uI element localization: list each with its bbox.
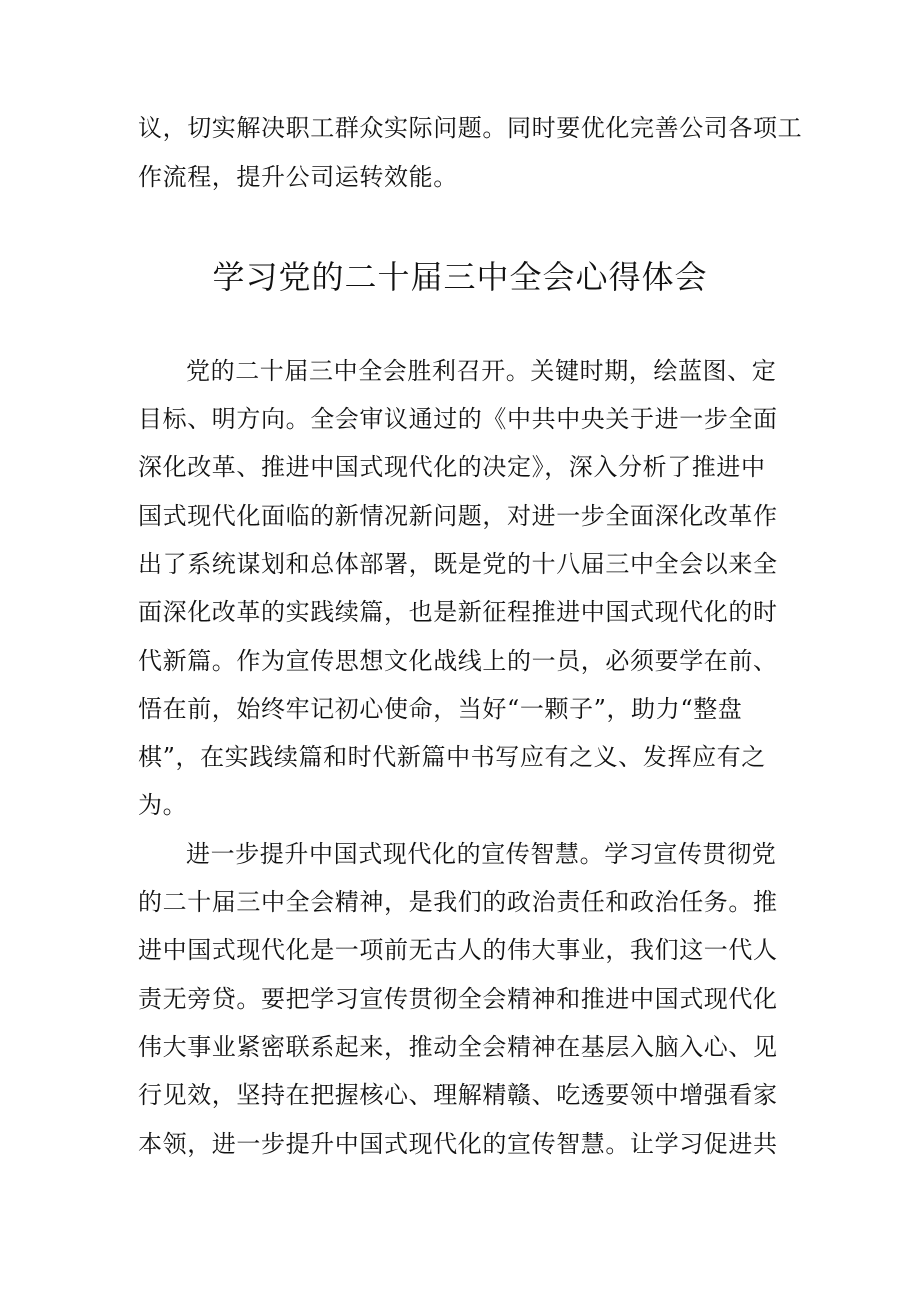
body-text-line: 进中国式现代化是一项前无古人的伟大事业，我们这一代人 — [138, 936, 778, 964]
body-text-line: 行见效，坚持在把握核心、理解精赣、吃透要领中增强看家 — [138, 1081, 778, 1109]
body-text-line: 责无旁贷。要把学习宣传贯彻全会精神和推进中国式现代化 — [138, 985, 778, 1013]
body-text-line: 出了系统谋划和总体部署，既是党的十八届三中全会以来全 — [138, 550, 778, 578]
body-text-line: 进一步提升中国式现代化的宣传智慧。学习宣传贯彻党 — [186, 840, 777, 868]
body-text-line: 为。 — [138, 791, 188, 819]
body-text-line: 议，切实解决职工群众实际问题。同时要优化完善公司各项工 — [138, 114, 803, 142]
body-text-line: 的二十届三中全会精神，是我们的政治责任和政治任务。推 — [138, 888, 778, 916]
body-text-line: 党的二十届三中全会胜利召开。关键时期，绘蓝图、定 — [186, 357, 777, 385]
body-text-line: 悟在前，始终牢记初心使命，当好“一颗子”，助力“整盘 — [138, 695, 743, 723]
body-text-line: 深化改革、推进中国式现代化的决定》，深入分析了推进中 — [138, 453, 766, 481]
article-title: 学习党的二十届三中全会心得体会 — [212, 258, 708, 296]
body-text-line: 本领，进一步提升中国式现代化的宣传智慧。让学习促进共 — [138, 1130, 778, 1158]
body-text-line: 国式现代化面临的新情况新问题，对进一步全面深化改革作 — [138, 502, 778, 530]
body-text-line: 棋”，在实践续篇和时代新篇中书写应有之义、发挥应有之 — [138, 743, 766, 771]
body-text-line: 代新篇。作为宣传思想文化战线上的一员，必须要学在前、 — [138, 647, 778, 675]
body-text-line: 面深化改革的实践续篇，也是新征程推进中国式现代化的时 — [138, 598, 778, 626]
body-text-line: 作流程，提升公司运转效能。 — [138, 163, 458, 191]
body-text-line: 伟大事业紧密联系起来，推动全会精神在基层入脑入心、见 — [138, 1033, 778, 1061]
body-text-line: 目标、明方向。全会审议通过的《中共中央关于进一步全面 — [138, 405, 778, 433]
